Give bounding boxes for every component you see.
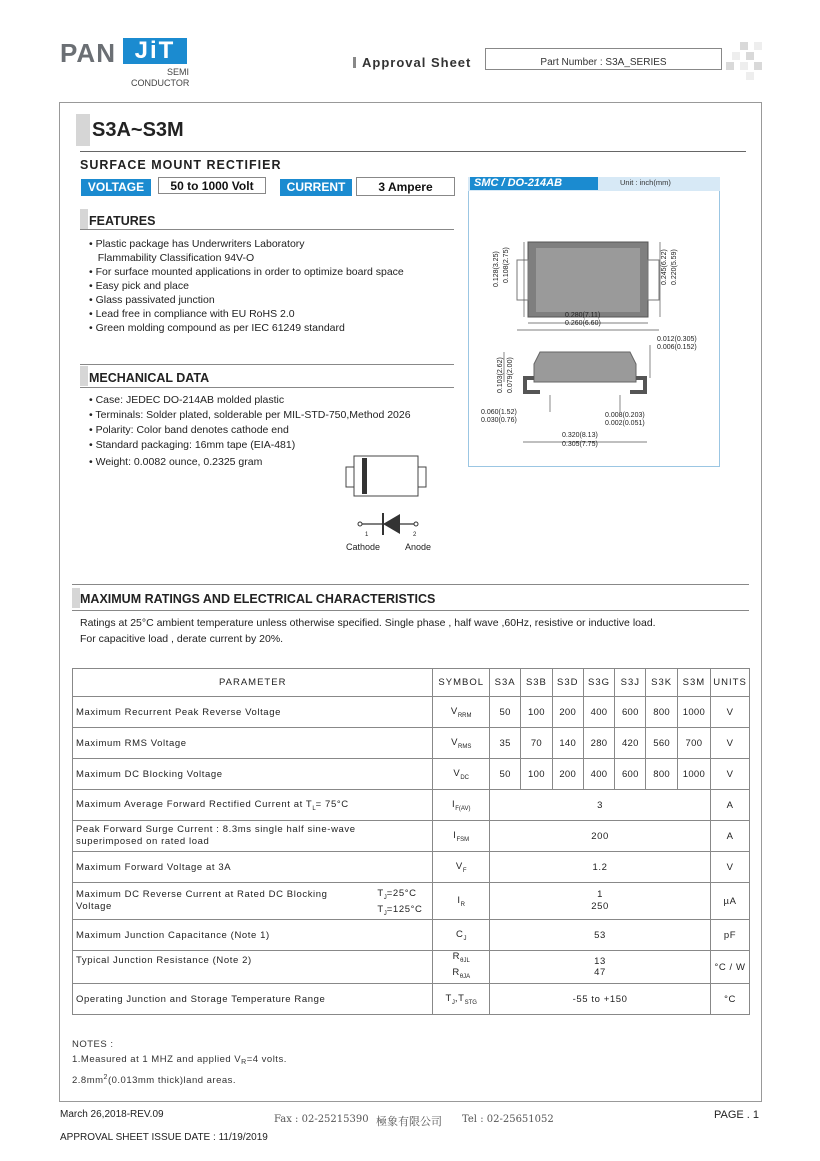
param-cell: Maximum Junction Capacitance (Note 1) <box>73 920 433 951</box>
symbol-cell: $V_{DC}$ <box>433 759 490 790</box>
value-cell: 200 <box>552 697 583 728</box>
value-cell: 70 <box>521 728 552 759</box>
logo-subtitle <box>131 67 189 89</box>
table-row <box>73 821 750 852</box>
notes-block <box>72 1037 287 1088</box>
decorative-squares <box>726 42 762 78</box>
dim-p2: 0.030(0.76) <box>481 417 517 424</box>
unit-cell: A <box>711 821 750 852</box>
col-symbol: SYMBOL <box>433 669 490 697</box>
dim-h1: 0.128(3.25) <box>493 251 500 287</box>
value-cell: 13 47 <box>489 951 710 984</box>
ratings-note-line1: Ratings at 25°C ambient temperature unless otherwise specified. Single phase , half wave ,60Hz, resistive or inductive load. <box>80 617 656 629</box>
logo-sub-semi: SEMI <box>166 67 189 77</box>
value-cell: 50 <box>489 759 520 790</box>
value-cell: 1 250 <box>489 883 710 920</box>
symbol-cell: $I_{FSM}$ <box>433 821 490 852</box>
value-cell: 1000 <box>677 697 710 728</box>
current-tag: CURRENT <box>280 179 352 196</box>
note-1: 1.Measured at 1 MHZ and applied $V_R=4$ volts. <box>72 1054 287 1066</box>
value-cell: 600 <box>615 759 646 790</box>
dim-t2: 0.006(0.152) <box>657 344 697 351</box>
right-terminal <box>418 467 426 487</box>
col-s3a: S3A <box>489 669 520 697</box>
dim-s2: 0.079(2.00) <box>507 357 514 393</box>
value-cell: 50 <box>489 697 520 728</box>
value-cell: 100 <box>521 697 552 728</box>
param-cell: Maximum Recurrent Peak Reverse Voltage <box>73 697 433 728</box>
value-cell: 1000 <box>677 759 710 790</box>
value-cell: 1.2 <box>489 852 710 883</box>
page-number: PAGE . 1 <box>714 1109 760 1121</box>
cathode-label: Cathode <box>346 542 381 552</box>
value-cell: 140 <box>552 728 583 759</box>
value-cell: 100 <box>521 759 552 790</box>
table-row <box>73 920 750 951</box>
list-item: • Lead free in compliance with EU RoHS 2.0 <box>89 308 295 320</box>
dim-l2: 0.260(6.60) <box>565 320 601 327</box>
value-cell: 200 <box>489 821 710 852</box>
param-cell: Maximum Forward Voltage at 3A <box>73 852 433 883</box>
left-terminal <box>346 467 354 487</box>
col-s3j: S3J <box>615 669 646 697</box>
list-item: • Green molding compound as per IEC 61249 standard <box>89 322 345 334</box>
value-cell: 400 <box>583 759 614 790</box>
col-s3d: S3D <box>552 669 583 697</box>
unit-cell: pF <box>711 920 750 951</box>
symbol-cell: $V_{RMS}$ <box>433 728 490 759</box>
unit-label: Unit : inch(mm) <box>620 178 671 187</box>
features-heading: FEATURES <box>89 214 156 228</box>
table-row <box>73 951 750 984</box>
unit-cell: °C / W <box>711 951 750 984</box>
mechanical-tab <box>80 366 88 386</box>
col-s3k: S3K <box>646 669 677 697</box>
dim-o2: 0.305(7.75) <box>562 441 598 448</box>
title-divider <box>80 151 746 152</box>
ratings-note-line2: For capacitive load , derate current by 20%. <box>80 633 284 645</box>
ratings-top-divider <box>72 584 749 585</box>
voltage-value: 50 to 1000 Volt <box>158 177 266 194</box>
value-cell: 280 <box>583 728 614 759</box>
list-item: • Plastic package has Underwriters Laboratory <box>89 238 305 250</box>
side-view-body <box>534 352 636 382</box>
logo-sub-conductor: CONDUCTOR <box>131 78 190 88</box>
list-item: • For surface mounted applications in order to optimize board space <box>89 266 404 278</box>
cathode-band <box>362 458 367 494</box>
revision-date: March 26,2018-REV.09 <box>60 1109 164 1120</box>
value-cell: 35 <box>489 728 520 759</box>
col-s3m: S3M <box>677 669 710 697</box>
value-cell: 53 <box>489 920 710 951</box>
product-subtitle: SURFACE MOUNT RECTIFIER <box>80 158 282 172</box>
unit-cell: V <box>711 759 750 790</box>
value-cell: 420 <box>615 728 646 759</box>
list-item: • Standard packaging: 16mm tape (EIA-481) <box>89 439 296 451</box>
dim-t1: 0.012(0.305) <box>657 336 697 343</box>
part-number-box: Part Number : S3A_SERIES <box>485 48 722 70</box>
dim-s1: 0.103(2.62) <box>497 357 504 393</box>
package-name: SMC / DO-214AB <box>470 177 598 190</box>
list-item: • Easy pick and place <box>89 280 189 292</box>
param-cell: Typical Junction Resistance (Note 2) <box>73 951 433 984</box>
value-cell: 400 <box>583 697 614 728</box>
symbol-cell: $I_{F(AV)}$ <box>433 790 490 821</box>
table-row <box>73 697 750 728</box>
symbol-cell: $I_R$ <box>433 883 490 920</box>
notes-heading: NOTES : <box>72 1039 114 1050</box>
unit-cell: V <box>711 697 750 728</box>
mechanical-heading: MECHANICAL DATA <box>89 371 210 385</box>
ratings-tab <box>72 588 80 608</box>
unit-cell: V <box>711 728 750 759</box>
table-row <box>73 759 750 790</box>
value-cell: -55 to +150 <box>489 984 710 1015</box>
dim-g1: 0.008(0.203) <box>605 412 645 419</box>
value-cell: 3 <box>489 790 710 821</box>
features-tab <box>80 209 88 229</box>
list-item: • Case: JEDEC DO-214AB molded plastic <box>89 394 285 406</box>
param-cell: Maximum DC Blocking Voltage <box>73 759 433 790</box>
col-parameter: PARAMETER <box>73 669 433 697</box>
table-row <box>73 790 750 821</box>
issue-date: APPROVAL SHEET ISSUE DATE : 11/19/2019 <box>60 1132 268 1143</box>
param-cell: Maximum RMS Voltage <box>73 728 433 759</box>
unit-cell: A <box>711 790 750 821</box>
footer-company: 極象有限公司 <box>376 1116 442 1128</box>
current-value: 3 Ampere <box>356 177 455 196</box>
logo-jit-badge: JiT <box>123 38 187 64</box>
features-list <box>89 237 404 335</box>
dim-p1: 0.060(1.52) <box>481 409 517 416</box>
dim-l1: 0.280(7.11) <box>565 312 601 319</box>
value-cell: 700 <box>677 728 710 759</box>
pin2-label: 2 <box>413 532 417 538</box>
ratings-table <box>72 668 750 1015</box>
table-row <box>73 883 750 920</box>
list-item: Flammability Classification 94V-O <box>89 252 255 264</box>
list-item: • Glass passivated junction <box>89 294 215 306</box>
note-2: $2.8mm^2(0.013mm$ thick)land areas. <box>72 1074 237 1087</box>
table-row <box>73 984 750 1015</box>
mechanical-divider <box>80 387 454 388</box>
approval-sheet-label: Approval Sheet <box>353 55 471 70</box>
footer-tel: Tel : 02-25651052 <box>462 1114 554 1125</box>
symbol-cell: $T_J,T_{STG}$ <box>433 984 490 1015</box>
table-header-row <box>73 669 750 697</box>
param-cell: Maximum DC Reverse Current at Rated DC Blocking Voltage $T_J=25^\circ C$ $T_J=125^\circ C$ <box>73 883 433 920</box>
symbol-cell: $V_F$ <box>433 852 490 883</box>
symbol-cell: $V_{RRM}$ <box>433 697 490 728</box>
symbol-cell: $R_{\theta JL}$ $R_{\theta JA}$ <box>433 951 490 984</box>
ratings-heading: MAXIMUM RATINGS AND ELECTRICAL CHARACTERISTICS <box>80 592 436 606</box>
footer-fax: Fax : 02-25215390 <box>274 1114 369 1125</box>
table-row <box>73 852 750 883</box>
mechanical-top-divider <box>80 364 454 365</box>
dim-o1: 0.320(8.13) <box>562 432 598 439</box>
features-divider <box>80 229 454 230</box>
col-s3g: S3G <box>583 669 614 697</box>
dim-h2: 0.108(2.75) <box>503 247 510 283</box>
col-units: UNITS <box>711 669 750 697</box>
param-cell: Operating Junction and Storage Temperature Range <box>73 984 433 1015</box>
unit-cell: µA <box>711 883 750 920</box>
dim-w2: 0.220(5.59) <box>671 249 678 285</box>
diode-triangle <box>383 514 400 534</box>
value-cell: 800 <box>646 697 677 728</box>
col-s3b: S3B <box>521 669 552 697</box>
value-cell: 600 <box>615 697 646 728</box>
list-item: • Terminals: Solder plated, solderable per MIL-STD-750,Method 2026 <box>89 409 411 421</box>
dim-g2: 0.002(0.051) <box>605 420 645 427</box>
top-view-inner <box>536 248 640 312</box>
voltage-tag: VOLTAGE <box>81 179 151 196</box>
symbol-cell: $C_J$ <box>433 920 490 951</box>
page-title: S3A~S3M <box>92 119 184 141</box>
value-cell: 200 <box>552 759 583 790</box>
unit-cell: V <box>711 852 750 883</box>
unit-cell: °C <box>711 984 750 1015</box>
pin1-label: 1 <box>365 532 369 538</box>
ratings-divider <box>72 610 749 611</box>
title-tab <box>76 114 90 146</box>
param-cell: Peak Forward Surge Current : 8.3ms single half sine-wave superimposed on rated load <box>73 821 433 852</box>
value-cell: 560 <box>646 728 677 759</box>
dim-w1: 0.245(6.22) <box>661 249 668 285</box>
list-item: • Weight: 0.0082 ounce, 0.2325 gram <box>89 456 263 468</box>
value-cell: 800 <box>646 759 677 790</box>
list-item: • Polarity: Color band denotes cathode end <box>89 424 289 436</box>
logo-pan-text: PAN <box>60 38 116 68</box>
anode-label: Anode <box>405 542 432 552</box>
param-cell: Maximum Average Forward Rectified Current at $T_L= 75^\circ C$ <box>73 790 433 821</box>
table-row <box>73 728 750 759</box>
